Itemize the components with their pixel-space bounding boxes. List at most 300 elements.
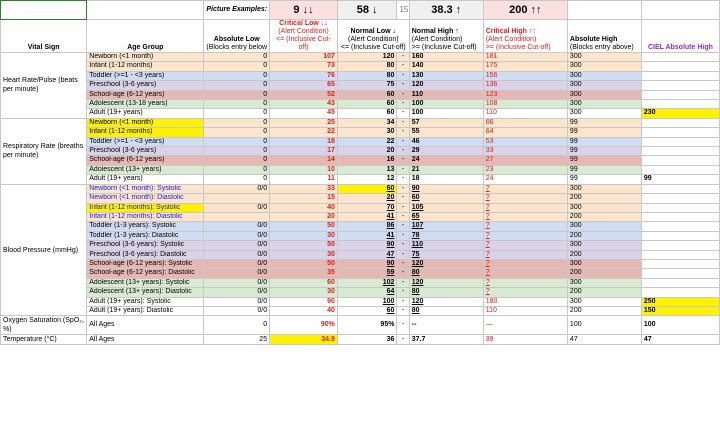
age-group-cell[interactable]: Adult (19+ years): Diastolic bbox=[87, 306, 204, 315]
normal-low-cell[interactable]: 16 bbox=[337, 156, 397, 165]
normal-high-cell[interactable]: 75 bbox=[409, 250, 483, 259]
critical-low-cell[interactable]: 43 bbox=[270, 100, 338, 109]
normal-high-cell[interactable]: 120 bbox=[409, 81, 483, 90]
normal-low-cell[interactable]: 60 bbox=[337, 306, 397, 315]
normal-low-cell[interactable]: 60 bbox=[337, 184, 397, 193]
absolute-low-cell[interactable]: 0/0 bbox=[204, 278, 270, 287]
header-ciel-absolute-high: CIEL Absolute High bbox=[641, 20, 719, 53]
normal-low-cell[interactable]: 20 bbox=[337, 194, 397, 203]
ciel-absolute-high-cell[interactable] bbox=[641, 71, 719, 80]
vital-sign-cell[interactable]: Blood Pressure (mmHg) bbox=[1, 184, 87, 316]
ciel-absolute-high-cell[interactable] bbox=[641, 259, 719, 268]
normal-high-cell[interactable]: 110 bbox=[409, 90, 483, 99]
range-dash-cell[interactable]: - bbox=[397, 147, 409, 156]
normal-high-cell[interactable]: 120 bbox=[409, 278, 483, 287]
age-group-cell[interactable]: Toddler (1-3 years): Systolic bbox=[87, 222, 204, 231]
range-dash-cell[interactable]: - bbox=[397, 222, 409, 231]
critical-low-cell[interactable]: 90 bbox=[270, 297, 338, 306]
ciel-absolute-high-cell[interactable] bbox=[641, 222, 719, 231]
table-row bbox=[1, 128, 720, 137]
age-group-cell[interactable]: School-age (6-12 years) bbox=[87, 156, 204, 165]
normal-high-cell[interactable]: 29 bbox=[409, 147, 483, 156]
absolute-low-cell[interactable] bbox=[204, 212, 270, 221]
absolute-low-cell[interactable]: 0 bbox=[204, 53, 270, 62]
critical-low-cell[interactable]: 15 bbox=[270, 194, 338, 203]
ciel-absolute-high-cell[interactable] bbox=[641, 81, 719, 90]
critical-low-cell[interactable]: 22 bbox=[270, 128, 338, 137]
range-dash-cell[interactable]: - bbox=[397, 231, 409, 240]
absolute-low-cell[interactable]: 0/0 bbox=[204, 306, 270, 315]
critical-low-cell[interactable]: 30 bbox=[270, 231, 338, 240]
normal-low-cell[interactable]: 47 bbox=[337, 250, 397, 259]
normal-low-cell[interactable]: 60 bbox=[337, 109, 397, 118]
normal-high-cell[interactable]: 140 bbox=[409, 62, 483, 71]
normal-high-cell[interactable]: 65 bbox=[409, 212, 483, 221]
range-dash-cell[interactable]: - bbox=[397, 250, 409, 259]
critical-low-cell[interactable]: 107 bbox=[270, 53, 338, 62]
absolute-high-cell[interactable]: 300 bbox=[567, 90, 641, 99]
ciel-absolute-high-cell[interactable] bbox=[641, 147, 719, 156]
critical-high-cell[interactable]: ? bbox=[483, 194, 567, 203]
age-group-cell[interactable]: Preschool (3-6 years): Diastolic bbox=[87, 250, 204, 259]
range-dash-cell[interactable]: - bbox=[397, 269, 409, 278]
normal-low-cell[interactable]: 102 bbox=[337, 278, 397, 287]
absolute-low-cell[interactable]: 0/0 bbox=[204, 203, 270, 212]
absolute-low-cell[interactable]: 0/0 bbox=[204, 250, 270, 259]
absolute-low-cell[interactable]: 25 bbox=[204, 335, 270, 345]
critical-high-cell[interactable]: 175 bbox=[483, 62, 567, 71]
age-group-cell[interactable]: Toddler (1-3 years): Diastolic bbox=[87, 231, 204, 240]
ciel-absolute-high-cell[interactable] bbox=[641, 231, 719, 240]
absolute-high-cell[interactable]: 300 bbox=[567, 278, 641, 287]
range-dash-cell[interactable]: - bbox=[397, 288, 409, 297]
critical-high-cell[interactable]: ? bbox=[483, 288, 567, 297]
critical-low-cell[interactable]: 30 bbox=[270, 250, 338, 259]
absolute-low-cell[interactable]: 0 bbox=[204, 147, 270, 156]
header-vital-sign: Vital Sign bbox=[1, 20, 87, 53]
normal-high-cell[interactable]: 46 bbox=[409, 137, 483, 146]
age-group-cell[interactable]: Adolescent (13+ years): Diastolic bbox=[87, 288, 204, 297]
normal-high-cell[interactable]: 120 bbox=[409, 297, 483, 306]
absolute-high-cell[interactable]: 200 bbox=[567, 269, 641, 278]
ciel-absolute-high-cell[interactable] bbox=[641, 118, 719, 127]
vital-sign-cell[interactable]: Temperature (°C) bbox=[1, 335, 87, 345]
range-dash-cell[interactable]: - bbox=[397, 156, 409, 165]
absolute-high-cell[interactable]: 300 bbox=[567, 62, 641, 71]
critical-low-cell[interactable]: 14 bbox=[270, 156, 338, 165]
normal-high-cell[interactable]: 55 bbox=[409, 128, 483, 137]
critical-high-cell[interactable]: — bbox=[483, 316, 567, 335]
absolute-high-cell[interactable]: 99 bbox=[567, 137, 641, 146]
example-critical-low: 9 ↓↓ bbox=[270, 1, 338, 20]
absolute-high-cell[interactable]: 99 bbox=[567, 147, 641, 156]
critical-low-cell[interactable]: 50 bbox=[270, 259, 338, 268]
ciel-absolute-high-cell[interactable] bbox=[641, 212, 719, 221]
selected-cell[interactable] bbox=[1, 1, 87, 20]
absolute-low-cell[interactable]: 0 bbox=[204, 118, 270, 127]
normal-high-cell[interactable]: 80 bbox=[409, 306, 483, 315]
absolute-low-cell[interactable]: 0/0 bbox=[204, 259, 270, 268]
age-group-cell[interactable]: Adolescent (13+ years): Systolic bbox=[87, 278, 204, 287]
absolute-high-cell[interactable]: 300 bbox=[567, 109, 641, 118]
critical-high-cell[interactable]: 156 bbox=[483, 71, 567, 80]
table-row bbox=[1, 288, 720, 297]
age-group-cell[interactable]: Preschool (3-6 years) bbox=[87, 81, 204, 90]
ciel-absolute-high-cell[interactable]: 99 bbox=[641, 175, 719, 184]
critical-low-cell[interactable]: 90% bbox=[270, 316, 338, 335]
table-row bbox=[1, 118, 720, 127]
range-dash-cell[interactable]: - bbox=[397, 175, 409, 184]
table-row bbox=[1, 109, 720, 118]
range-dash-cell[interactable]: - bbox=[397, 241, 409, 250]
normal-high-cell[interactable]: 100 bbox=[409, 109, 483, 118]
normal-low-cell[interactable]: 13 bbox=[337, 165, 397, 174]
ciel-absolute-high-cell[interactable] bbox=[641, 184, 719, 193]
critical-high-cell[interactable]: ? bbox=[483, 269, 567, 278]
critical-high-cell[interactable]: ? bbox=[483, 184, 567, 193]
age-group-cell[interactable]: All Ages bbox=[87, 316, 204, 335]
critical-high-cell[interactable]: ? bbox=[483, 250, 567, 259]
absolute-high-cell[interactable]: 99 bbox=[567, 156, 641, 165]
absolute-low-cell[interactable]: 0/0 bbox=[204, 297, 270, 306]
absolute-low-cell[interactable]: 0 bbox=[204, 109, 270, 118]
absolute-high-cell[interactable]: 300 bbox=[567, 259, 641, 268]
critical-low-cell[interactable]: 76 bbox=[270, 71, 338, 80]
vital-sign-cell[interactable]: Respiratory Rate (breaths per minute) bbox=[1, 118, 87, 184]
absolute-low-cell[interactable]: 0/0 bbox=[204, 222, 270, 231]
normal-low-cell[interactable]: 80 bbox=[337, 71, 397, 80]
header-absolute-high: Absolute High (Blocks entry above) bbox=[567, 20, 641, 53]
critical-high-cell[interactable]: 66 bbox=[483, 118, 567, 127]
age-group-cell[interactable]: Infant (1-12 months) bbox=[87, 128, 204, 137]
age-group-cell[interactable]: Infant (1-12 months): Systolic bbox=[87, 203, 204, 212]
absolute-high-cell[interactable]: 200 bbox=[567, 212, 641, 221]
ciel-absolute-high-cell[interactable] bbox=[641, 53, 719, 62]
absolute-high-cell[interactable]: 200 bbox=[567, 231, 641, 240]
range-dash-cell[interactable]: - bbox=[397, 71, 409, 80]
normal-low-cell[interactable]: 86 bbox=[337, 222, 397, 231]
normal-low-cell[interactable]: 41 bbox=[337, 231, 397, 240]
normal-high-cell[interactable]: 57 bbox=[409, 118, 483, 127]
critical-high-cell[interactable]: ? bbox=[483, 278, 567, 287]
normal-low-cell[interactable]: 36 bbox=[337, 335, 397, 345]
normal-high-cell[interactable]: -- bbox=[409, 316, 483, 335]
absolute-high-cell[interactable]: 99 bbox=[567, 128, 641, 137]
normal-high-cell[interactable]: 24 bbox=[409, 156, 483, 165]
ciel-absolute-high-cell[interactable] bbox=[641, 241, 719, 250]
range-dash-cell[interactable]: - bbox=[397, 62, 409, 71]
normal-low-cell[interactable]: 100 bbox=[337, 297, 397, 306]
range-dash-cell[interactable]: - bbox=[397, 194, 409, 203]
normal-high-cell[interactable]: 21 bbox=[409, 165, 483, 174]
critical-high-cell[interactable]: 136 bbox=[483, 81, 567, 90]
normal-low-cell[interactable]: 75 bbox=[337, 81, 397, 90]
table-row bbox=[1, 184, 720, 193]
range-dash-cell[interactable]: - bbox=[397, 306, 409, 315]
critical-high-cell[interactable]: 39 bbox=[483, 335, 567, 345]
normal-low-cell[interactable]: 95% bbox=[337, 316, 397, 335]
absolute-low-cell[interactable]: 0 bbox=[204, 128, 270, 137]
absolute-high-cell[interactable]: 300 bbox=[567, 297, 641, 306]
absolute-high-cell[interactable]: 300 bbox=[567, 53, 641, 62]
absolute-low-cell[interactable]: 0 bbox=[204, 100, 270, 109]
normal-high-cell[interactable]: 78 bbox=[409, 231, 483, 240]
table-row bbox=[1, 259, 720, 268]
table-row bbox=[1, 194, 720, 203]
normal-low-cell[interactable]: 90 bbox=[337, 241, 397, 250]
normal-low-cell[interactable]: 64 bbox=[337, 288, 397, 297]
normal-high-cell[interactable]: 37.7 bbox=[409, 335, 483, 345]
range-dash-cell[interactable]: - bbox=[397, 118, 409, 127]
age-group-cell[interactable]: School-age (6-12 years): Diastolic bbox=[87, 269, 204, 278]
ciel-absolute-high-cell[interactable]: 250 bbox=[641, 297, 719, 306]
absolute-low-cell[interactable]: 0/0 bbox=[204, 241, 270, 250]
ciel-absolute-high-cell[interactable] bbox=[641, 269, 719, 278]
critical-high-cell[interactable]: ? bbox=[483, 259, 567, 268]
critical-high-cell[interactable]: ? bbox=[483, 222, 567, 231]
ciel-absolute-high-cell[interactable] bbox=[641, 62, 719, 71]
critical-low-cell[interactable]: 60 bbox=[270, 278, 338, 287]
age-group-cell[interactable]: Adult (19+ years): Systolic bbox=[87, 297, 204, 306]
critical-low-cell[interactable]: 30 bbox=[270, 288, 338, 297]
absolute-low-cell[interactable]: 0 bbox=[204, 90, 270, 99]
critical-low-cell[interactable]: 25 bbox=[270, 118, 338, 127]
range-dash-cell[interactable]: - bbox=[397, 90, 409, 99]
critical-high-cell[interactable]: 180 bbox=[483, 297, 567, 306]
normal-low-cell[interactable]: 34 bbox=[337, 118, 397, 127]
critical-high-cell[interactable]: 27 bbox=[483, 156, 567, 165]
critical-low-cell[interactable]: 11 bbox=[270, 175, 338, 184]
absolute-low-cell[interactable]: 0/0 bbox=[204, 288, 270, 297]
range-dash-cell[interactable]: - bbox=[397, 278, 409, 287]
age-group-cell[interactable]: Infant (1-12 months) bbox=[87, 62, 204, 71]
normal-low-cell[interactable]: 90 bbox=[337, 259, 397, 268]
critical-high-cell[interactable]: 110 bbox=[483, 306, 567, 315]
critical-low-cell[interactable]: 40 bbox=[270, 306, 338, 315]
critical-low-cell[interactable]: 34.9 bbox=[270, 335, 338, 345]
range-dash-cell[interactable]: - bbox=[397, 316, 409, 335]
age-group-cell[interactable]: Adolescent (13+ years) bbox=[87, 165, 204, 174]
normal-low-cell[interactable]: 120 bbox=[337, 53, 397, 62]
age-group-cell[interactable]: School-age (6-12 years): Systolic bbox=[87, 259, 204, 268]
critical-low-cell[interactable]: 65 bbox=[270, 81, 338, 90]
absolute-low-cell[interactable] bbox=[204, 194, 270, 203]
age-group-cell[interactable]: Toddler (>=1 - <3 years) bbox=[87, 71, 204, 80]
critical-low-cell[interactable]: 40 bbox=[270, 203, 338, 212]
absolute-high-cell[interactable]: 200 bbox=[567, 306, 641, 315]
range-dash-cell[interactable]: - bbox=[397, 109, 409, 118]
ciel-absolute-high-cell[interactable]: 150 bbox=[641, 306, 719, 315]
age-group-cell[interactable]: Adult (19+ years) bbox=[87, 175, 204, 184]
table-row bbox=[1, 100, 720, 109]
absolute-low-cell[interactable]: 0 bbox=[204, 175, 270, 184]
range-dash-cell[interactable]: - bbox=[397, 100, 409, 109]
critical-high-cell[interactable]: ? bbox=[483, 241, 567, 250]
age-group-cell[interactable]: Newborn (<1 month): Diastolic bbox=[87, 194, 204, 203]
absolute-low-cell[interactable]: 0 bbox=[204, 71, 270, 80]
critical-high-cell[interactable]: 64 bbox=[483, 128, 567, 137]
ciel-absolute-high-cell[interactable] bbox=[641, 90, 719, 99]
ciel-absolute-high-cell[interactable]: 230 bbox=[641, 109, 719, 118]
critical-low-cell[interactable]: 20 bbox=[270, 212, 338, 221]
critical-low-cell[interactable]: 35 bbox=[270, 269, 338, 278]
range-dash-cell[interactable]: - bbox=[397, 203, 409, 212]
critical-high-cell[interactable]: 123 bbox=[483, 90, 567, 99]
table-row bbox=[1, 156, 720, 165]
normal-high-cell[interactable]: 120 bbox=[409, 259, 483, 268]
critical-high-cell[interactable]: 53 bbox=[483, 137, 567, 146]
absolute-high-cell[interactable]: 300 bbox=[567, 81, 641, 90]
table-row bbox=[1, 231, 720, 240]
absolute-high-cell[interactable]: 100 bbox=[567, 316, 641, 335]
absolute-low-cell[interactable]: 0/0 bbox=[204, 184, 270, 193]
normal-high-cell[interactable]: 80 bbox=[409, 288, 483, 297]
absolute-high-cell[interactable]: 300 bbox=[567, 203, 641, 212]
normal-low-cell[interactable]: 70 bbox=[337, 203, 397, 212]
absolute-high-cell[interactable]: 300 bbox=[567, 241, 641, 250]
critical-low-cell[interactable]: 18 bbox=[270, 137, 338, 146]
range-dash-cell[interactable]: - bbox=[397, 212, 409, 221]
critical-high-cell[interactable]: ? bbox=[483, 231, 567, 240]
normal-low-cell[interactable]: 41 bbox=[337, 212, 397, 221]
normal-low-cell[interactable]: 30 bbox=[337, 128, 397, 137]
ciel-absolute-high-cell[interactable]: 100 bbox=[641, 316, 719, 335]
absolute-low-cell[interactable]: 0 bbox=[204, 137, 270, 146]
absolute-low-cell[interactable]: 0/0 bbox=[204, 269, 270, 278]
range-dash-cell[interactable]: - bbox=[397, 335, 409, 345]
age-group-cell[interactable]: Newborn (<1 month): Systolic bbox=[87, 184, 204, 193]
normal-high-cell[interactable]: 105 bbox=[409, 203, 483, 212]
table-row bbox=[1, 147, 720, 156]
absolute-low-cell[interactable]: 0 bbox=[204, 316, 270, 335]
age-group-cell[interactable]: Toddler (>=1 - <3 years) bbox=[87, 137, 204, 146]
range-dash-cell[interactable]: - bbox=[397, 53, 409, 62]
normal-low-cell[interactable]: 20 bbox=[337, 147, 397, 156]
age-group-cell[interactable]: Infant (1-12 months): Diastolic bbox=[87, 212, 204, 221]
critical-high-cell[interactable]: 181 bbox=[483, 53, 567, 62]
absolute-high-cell[interactable]: 300 bbox=[567, 71, 641, 80]
age-group-cell[interactable]: Newborn (<1 month) bbox=[87, 118, 204, 127]
normal-low-cell[interactable]: 22 bbox=[337, 137, 397, 146]
critical-high-cell[interactable]: 23 bbox=[483, 165, 567, 174]
header-absolute-low: Absolute Low (Blocks entry below bbox=[204, 20, 270, 53]
critical-high-cell[interactable]: 110 bbox=[483, 109, 567, 118]
absolute-high-cell[interactable]: 200 bbox=[567, 194, 641, 203]
age-group-cell[interactable]: All Ages bbox=[87, 335, 204, 345]
range-dash-cell[interactable]: - bbox=[397, 137, 409, 146]
critical-high-cell[interactable]: 108 bbox=[483, 100, 567, 109]
absolute-high-cell[interactable]: 99 bbox=[567, 175, 641, 184]
critical-low-cell[interactable]: 33 bbox=[270, 184, 338, 193]
ciel-absolute-high-cell[interactable] bbox=[641, 100, 719, 109]
ciel-absolute-high-cell[interactable] bbox=[641, 128, 719, 137]
examples-label: Picture Examples: bbox=[204, 1, 270, 20]
absolute-high-cell[interactable]: 200 bbox=[567, 250, 641, 259]
normal-high-cell[interactable]: 80 bbox=[409, 269, 483, 278]
header-normal-high: Normal High ↑ (Alert Condition) >= (Inclusive Cut-off) bbox=[409, 20, 483, 53]
vital-sign-cell[interactable]: Oxygen Saturation (SpO₂, %) bbox=[1, 316, 87, 335]
ciel-absolute-high-cell[interactable]: 47 bbox=[641, 335, 719, 345]
age-group-cell[interactable]: Adult (19+ years) bbox=[87, 109, 204, 118]
normal-high-cell[interactable]: 107 bbox=[409, 222, 483, 231]
normal-high-cell[interactable]: 18 bbox=[409, 175, 483, 184]
normal-low-cell[interactable]: 12 bbox=[337, 175, 397, 184]
absolute-high-cell[interactable]: 99 bbox=[567, 165, 641, 174]
critical-high-cell[interactable]: ? bbox=[483, 203, 567, 212]
ciel-absolute-high-cell[interactable] bbox=[641, 288, 719, 297]
critical-high-cell[interactable]: 24 bbox=[483, 175, 567, 184]
header-critical-high: Critical High ↑↑ (Alert Condition) >= (Inclusive Cut-off) bbox=[483, 20, 567, 53]
range-dash-cell[interactable]: - bbox=[397, 81, 409, 90]
normal-high-cell[interactable]: 160 bbox=[409, 53, 483, 62]
critical-high-cell[interactable]: ? bbox=[483, 212, 567, 221]
ciel-absolute-high-cell[interactable] bbox=[641, 156, 719, 165]
critical-low-cell[interactable]: 52 bbox=[270, 90, 338, 99]
vital-sign-cell[interactable]: Heart Rate/Pulse (beats per minute) bbox=[1, 53, 87, 119]
ciel-absolute-high-cell[interactable] bbox=[641, 203, 719, 212]
absolute-high-cell[interactable]: 99 bbox=[567, 118, 641, 127]
table-row bbox=[1, 137, 720, 146]
absolute-low-cell[interactable]: 0 bbox=[204, 165, 270, 174]
ciel-absolute-high-cell[interactable] bbox=[641, 250, 719, 259]
normal-low-cell[interactable]: 59 bbox=[337, 269, 397, 278]
age-group-cell[interactable]: Newborn (<1 month) bbox=[87, 53, 204, 62]
normal-high-cell[interactable]: 110 bbox=[409, 241, 483, 250]
critical-low-cell[interactable]: 73 bbox=[270, 62, 338, 71]
absolute-low-cell[interactable]: 0/0 bbox=[204, 231, 270, 240]
range-dash-cell[interactable]: - bbox=[397, 165, 409, 174]
range-dash-cell[interactable]: - bbox=[397, 184, 409, 193]
range-dash-cell[interactable]: - bbox=[397, 297, 409, 306]
absolute-low-cell[interactable]: 0 bbox=[204, 156, 270, 165]
table-row bbox=[1, 297, 720, 306]
range-dash-cell[interactable]: - bbox=[397, 259, 409, 268]
normal-low-cell[interactable]: 80 bbox=[337, 62, 397, 71]
absolute-high-cell[interactable]: 47 bbox=[567, 335, 641, 345]
ciel-absolute-high-cell[interactable] bbox=[641, 137, 719, 146]
absolute-high-cell[interactable]: 300 bbox=[567, 100, 641, 109]
ciel-absolute-high-cell[interactable] bbox=[641, 278, 719, 287]
age-group-cell[interactable]: Preschool (3-6 years): Systolic bbox=[87, 241, 204, 250]
absolute-low-cell[interactable]: 0 bbox=[204, 81, 270, 90]
normal-high-cell[interactable]: 100 bbox=[409, 100, 483, 109]
critical-high-cell[interactable]: 33 bbox=[483, 147, 567, 156]
range-dash-cell[interactable]: - bbox=[397, 128, 409, 137]
age-group-cell[interactable]: School-age (6-12 years) bbox=[87, 90, 204, 99]
age-group-cell[interactable]: Adolescent (13-18 years) bbox=[87, 100, 204, 109]
ciel-absolute-high-cell[interactable] bbox=[641, 194, 719, 203]
normal-low-cell[interactable]: 60 bbox=[337, 90, 397, 99]
absolute-high-cell[interactable]: 200 bbox=[567, 288, 641, 297]
absolute-high-cell[interactable]: 300 bbox=[567, 222, 641, 231]
normal-high-cell[interactable]: 130 bbox=[409, 71, 483, 80]
table-row bbox=[1, 175, 720, 184]
critical-low-cell[interactable]: 50 bbox=[270, 222, 338, 231]
normal-low-cell[interactable]: 60 bbox=[337, 100, 397, 109]
absolute-low-cell[interactable]: 0 bbox=[204, 62, 270, 71]
age-group-cell[interactable]: Preschool (3-6 years) bbox=[87, 147, 204, 156]
header-row bbox=[1, 20, 720, 53]
normal-high-cell[interactable]: 90 bbox=[409, 184, 483, 193]
absolute-high-cell[interactable]: 300 bbox=[567, 184, 641, 193]
critical-low-cell[interactable]: 45 bbox=[270, 109, 338, 118]
critical-low-cell[interactable]: 50 bbox=[270, 241, 338, 250]
normal-high-cell[interactable]: 60 bbox=[409, 194, 483, 203]
critical-low-cell[interactable]: 17 bbox=[270, 147, 338, 156]
critical-low-cell[interactable]: 10 bbox=[270, 165, 338, 174]
ciel-absolute-high-cell[interactable] bbox=[641, 165, 719, 174]
table-row bbox=[1, 241, 720, 250]
